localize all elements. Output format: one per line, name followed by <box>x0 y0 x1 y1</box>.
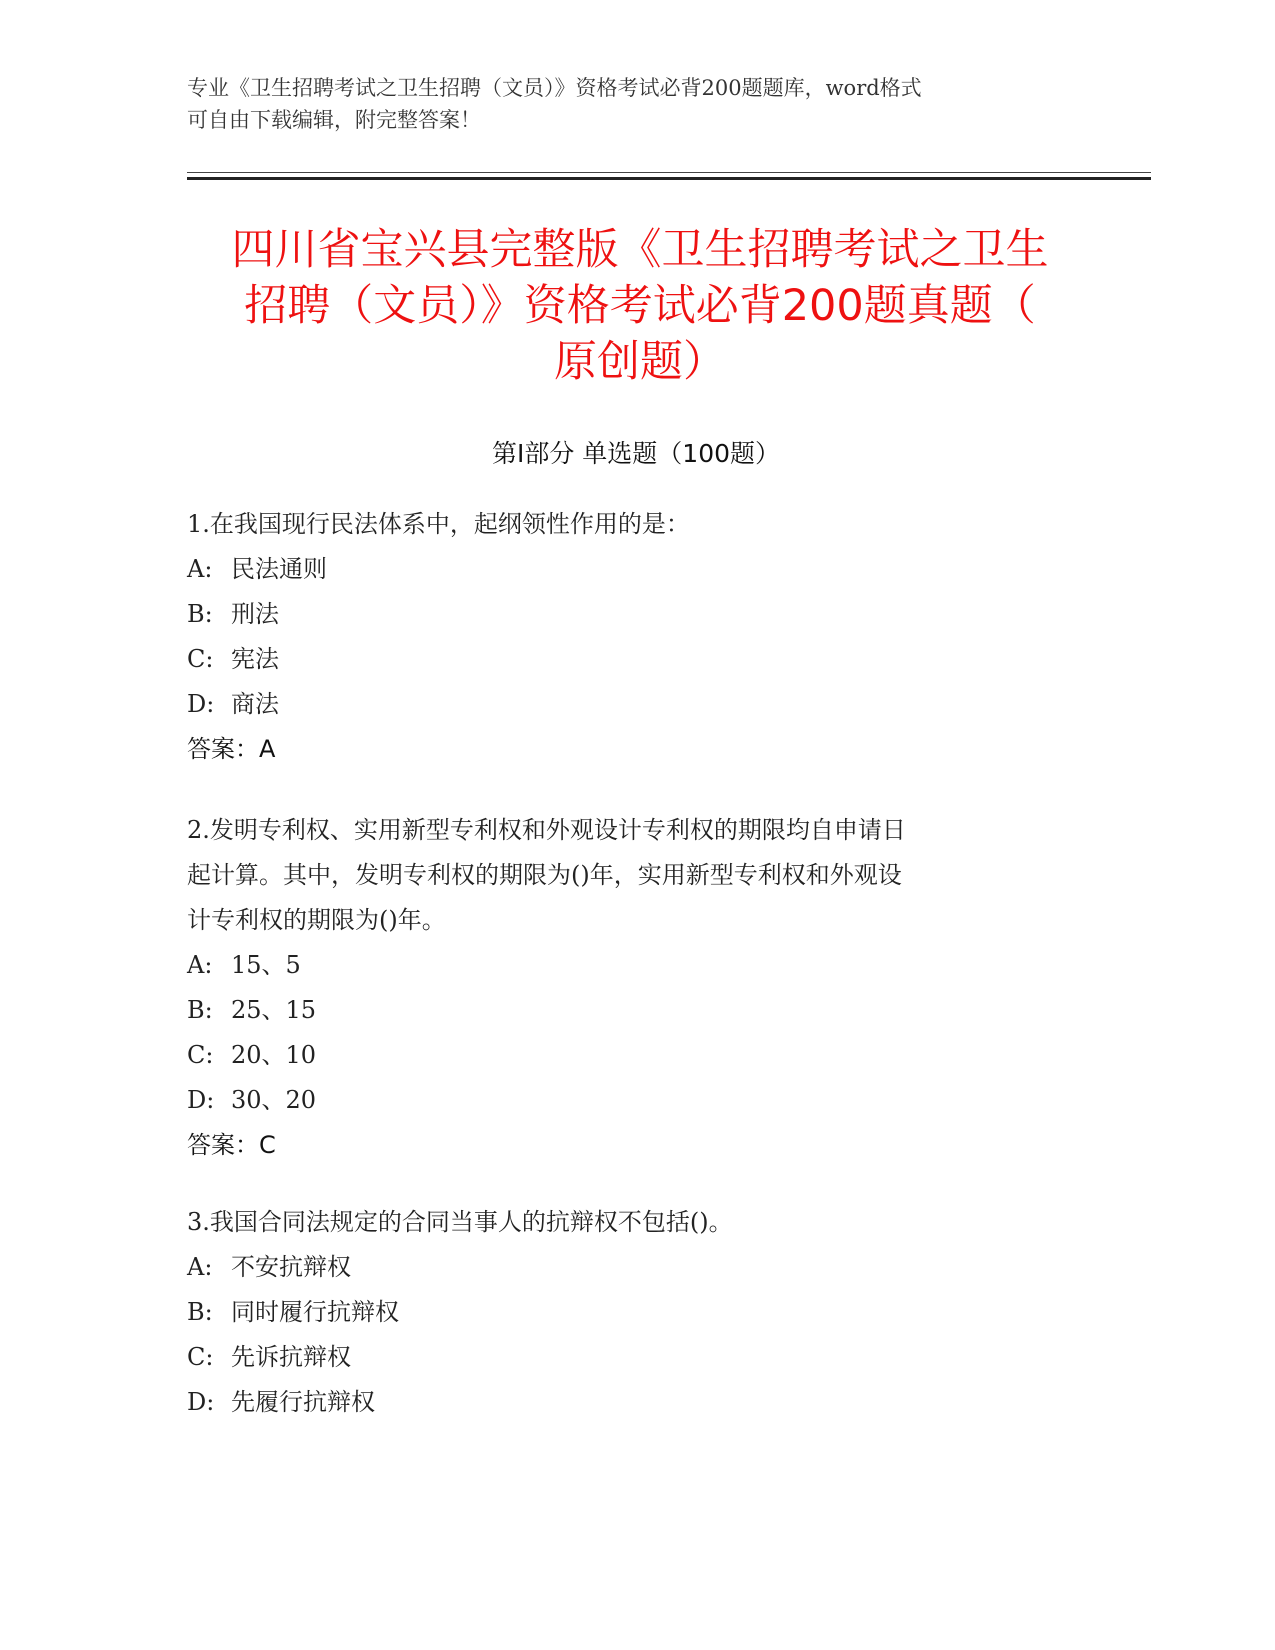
question-3-text: 3.我国合同法规定的合同当事人的抗辩权不包括()。 <box>187 1208 733 1236</box>
option-letter: C: <box>187 645 214 673</box>
question-2-text-line-2: 起计算。其中，发明专利权的期限为()年，实用新型专利权和外观设 <box>187 861 902 889</box>
question-1-option-c <box>187 637 1067 682</box>
option-text: 30、20 <box>231 1086 317 1114</box>
option-letter: C: <box>187 1041 214 1069</box>
question-3-option-b <box>187 1290 1067 1335</box>
option-text: 先履行抗辩权 <box>231 1388 375 1416</box>
option-letter: C: <box>187 1343 214 1371</box>
question-1-answer: 答案：A <box>187 735 276 763</box>
question-2-answer: 答案：C <box>187 1131 276 1159</box>
header-note <box>187 72 1067 136</box>
option-text: 20、10 <box>231 1041 317 1069</box>
question-3 <box>187 1200 1067 1425</box>
document-title-line-2: 招聘（文员）》资格考试必背200题真题（ <box>244 281 1036 331</box>
question-3-option-c <box>187 1335 1067 1380</box>
option-text: 15、5 <box>231 951 301 979</box>
document-title-line-1: 四川省宝兴县完整版《卫生招聘考试之卫生 <box>231 225 1049 275</box>
document-title-line-3: 原创题） <box>554 337 726 387</box>
option-letter: A: <box>187 1253 213 1281</box>
question-2-option-b <box>187 988 1067 1033</box>
option-letter: A: <box>187 951 213 979</box>
header-rule-thin <box>187 172 1151 173</box>
section-heading: 第Ⅰ部分 单选题（100题） <box>491 439 781 468</box>
option-letter: B: <box>187 600 213 628</box>
question-1-option-a <box>187 547 1067 592</box>
question-2-text-line-3: 计专利权的期限为()年。 <box>187 906 446 934</box>
option-letter: B: <box>187 1298 213 1326</box>
question-3-option-d <box>187 1380 1067 1425</box>
option-text: 25、15 <box>231 996 317 1024</box>
question-1-option-d <box>187 682 1067 727</box>
question-1-text: 1.在我国现行民法体系中，起纲领性作用的是： <box>187 510 690 538</box>
option-letter: D: <box>187 690 215 718</box>
option-letter: D: <box>187 1388 215 1416</box>
option-text: 商法 <box>231 690 279 718</box>
question-2-option-c <box>187 1033 1067 1078</box>
document-title <box>190 222 1090 390</box>
header-note-line-1: 专业《卫生招聘考试之卫生招聘（文员）》资格考试必背200题题库，word格式 <box>187 76 922 100</box>
option-letter: A: <box>187 555 213 583</box>
question-1 <box>187 502 1067 772</box>
question-2-option-a <box>187 943 1067 988</box>
question-2 <box>187 808 1067 1168</box>
option-text: 不安抗辩权 <box>231 1253 351 1281</box>
question-1-option-b <box>187 592 1067 637</box>
option-text: 同时履行抗辩权 <box>231 1298 399 1326</box>
option-text: 宪法 <box>231 645 279 673</box>
option-letter: D: <box>187 1086 215 1114</box>
header-note-line-2: 可自由下载编辑，附完整答案！ <box>187 108 481 132</box>
option-text: 先诉抗辩权 <box>231 1343 351 1371</box>
question-2-text-line-1: 2.发明专利权、实用新型专利权和外观设计专利权的期限均自申请日 <box>187 816 906 844</box>
question-3-option-a <box>187 1245 1067 1290</box>
option-text: 刑法 <box>231 600 279 628</box>
header-rule-thick <box>187 177 1151 180</box>
option-text: 民法通则 <box>231 555 327 583</box>
question-2-option-d <box>187 1078 1067 1123</box>
option-letter: B: <box>187 996 213 1024</box>
